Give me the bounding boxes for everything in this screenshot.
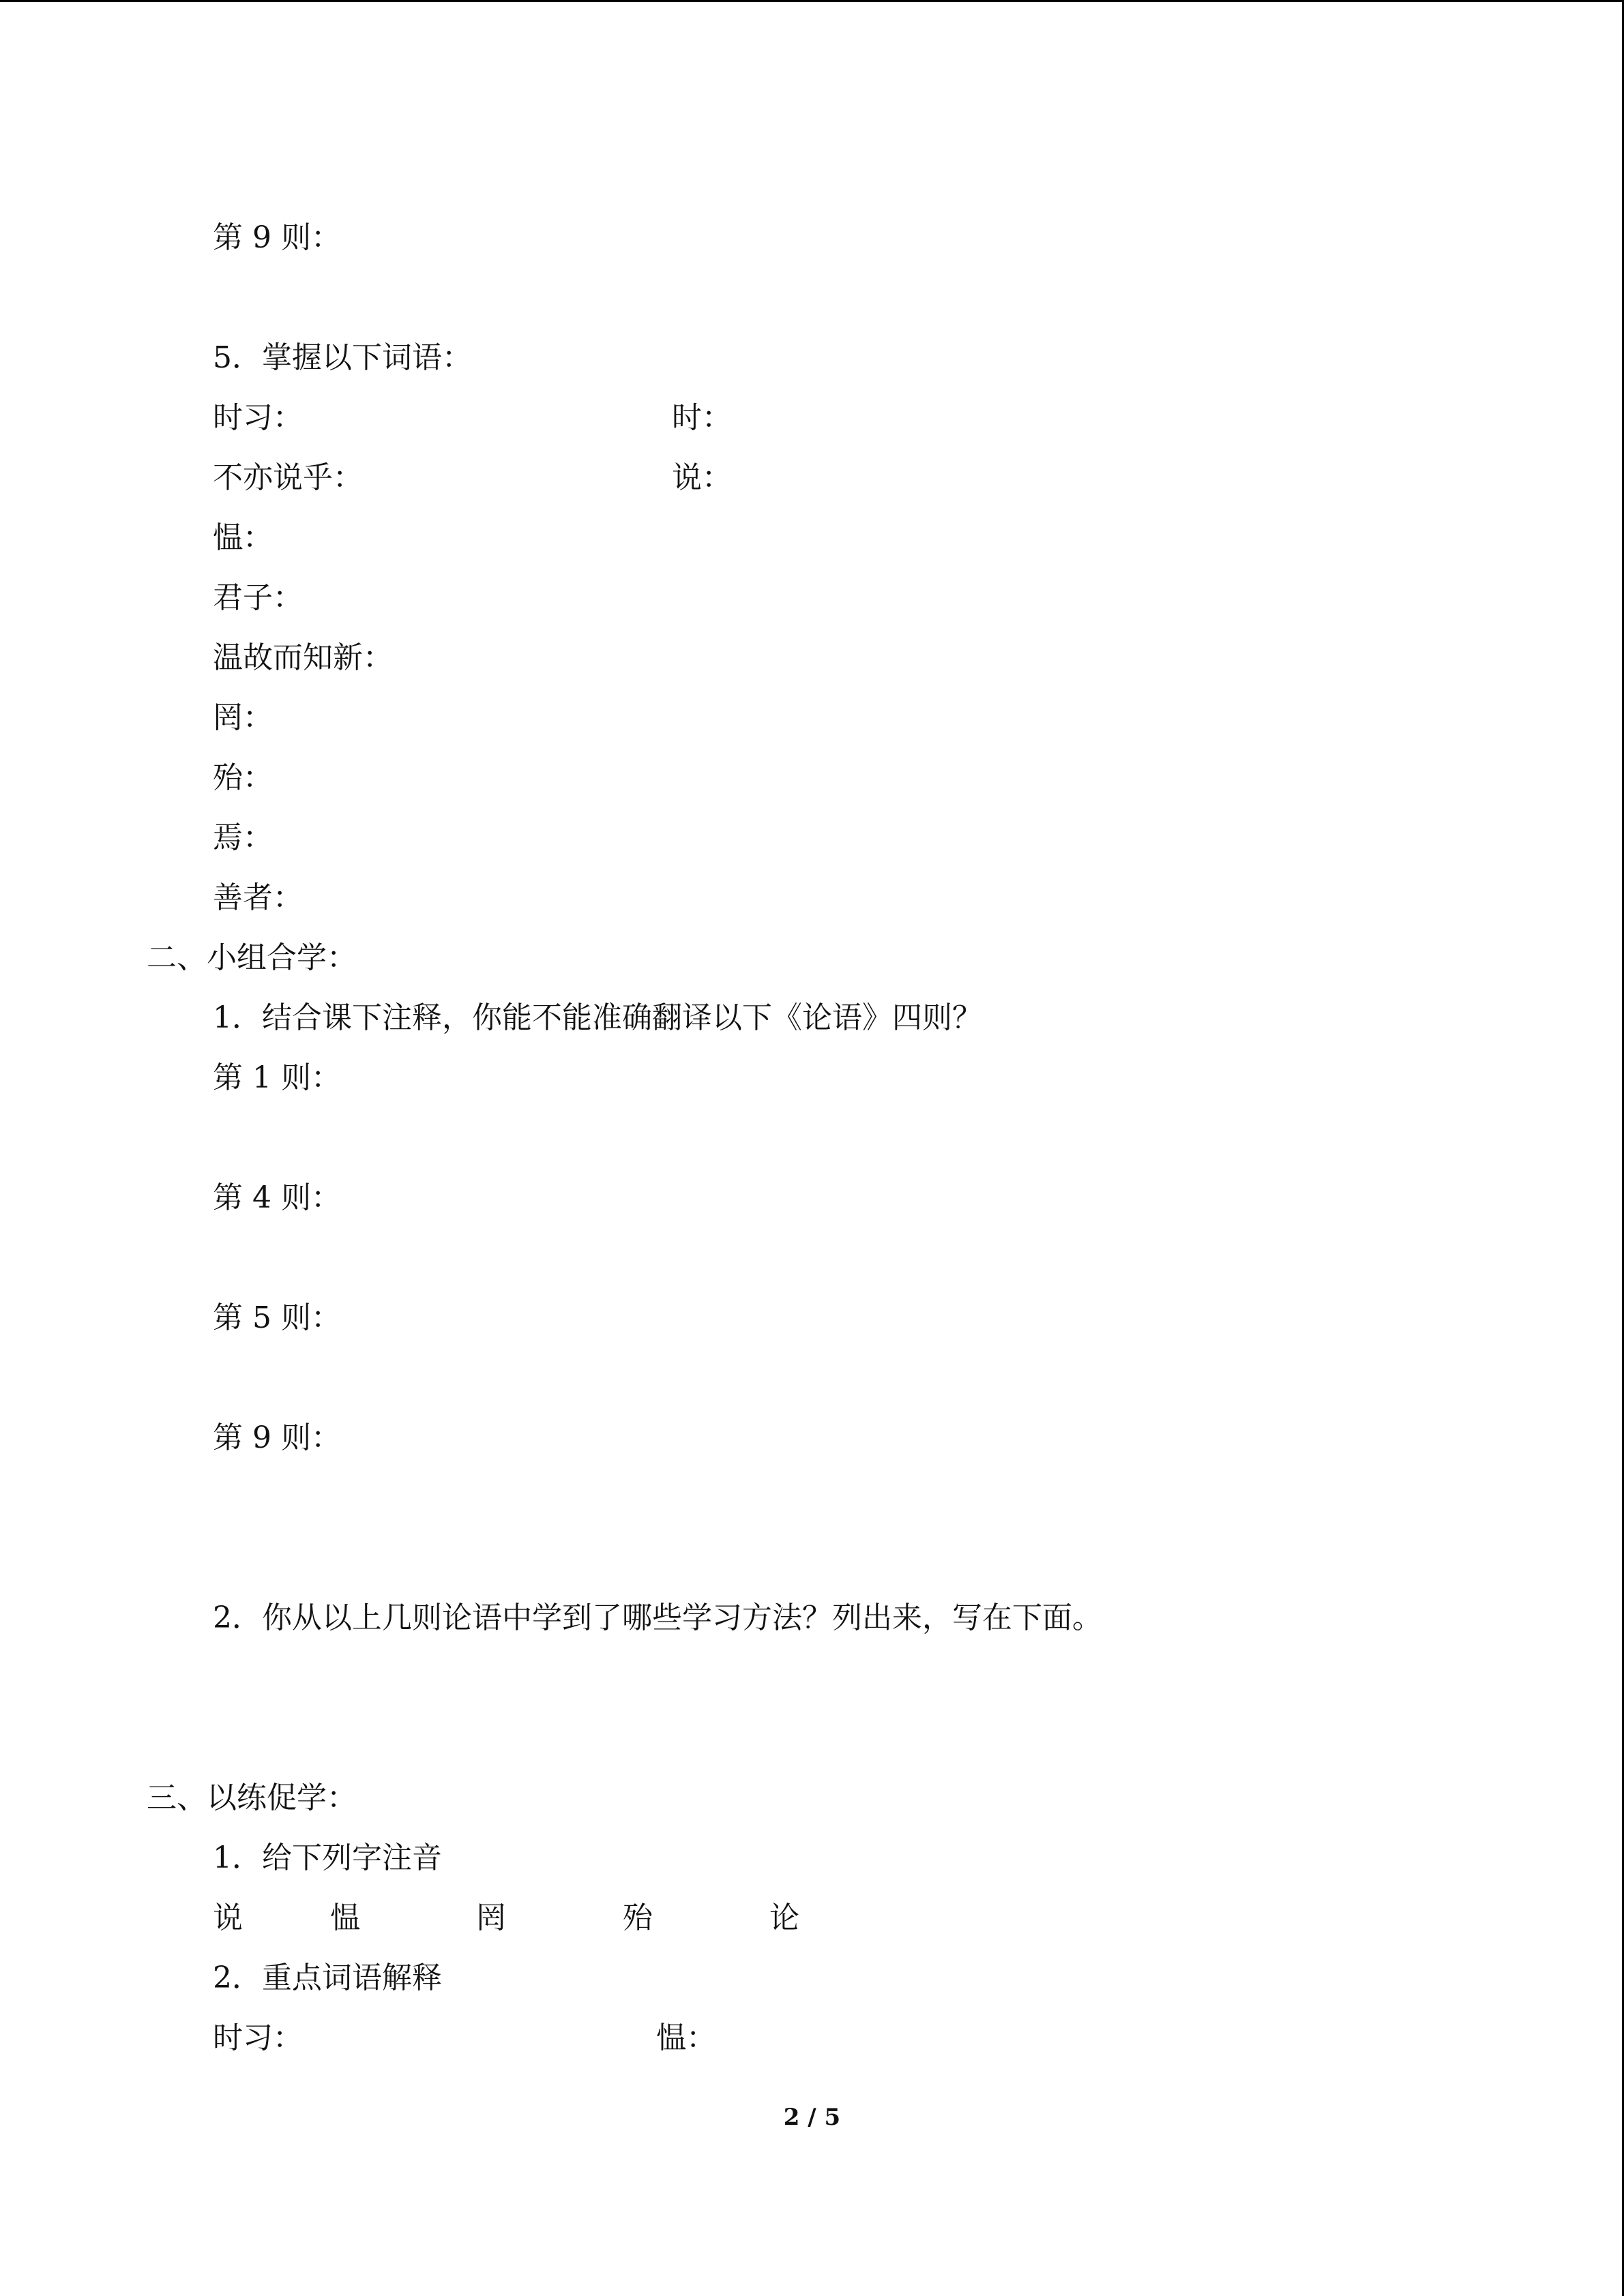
- vocab-shixi: 时习：: [213, 400, 303, 435]
- item-9-label: 第 9 则：: [213, 220, 341, 255]
- section-2-heading: 二、小组合学：: [147, 940, 357, 975]
- vocab-shi: 时：: [672, 400, 732, 435]
- vocab-shuo: 说：: [672, 460, 732, 495]
- q5-title: 5．掌握以下词语：: [213, 340, 472, 375]
- vocab-wang: 罔：: [213, 700, 273, 735]
- vocab-buyishuohu: 不亦说乎：: [213, 460, 363, 495]
- translate-item-5: 第 5 则：: [213, 1300, 341, 1335]
- page-number: 2 / 5: [783, 2104, 841, 2131]
- pinyin-char-yun: 愠: [330, 1900, 360, 1935]
- pinyin-char-dai: 殆: [623, 1900, 653, 1935]
- pinyin-char-wang: 罔: [476, 1900, 506, 1935]
- vocab-yun: 愠：: [213, 520, 273, 555]
- term-yun: 愠：: [656, 2021, 716, 2055]
- vocab-shanzhe: 善者：: [213, 880, 303, 915]
- section-2-q1-title: 1．结合课下注释，你能不能准确翻译以下《论语》四则？: [213, 1000, 982, 1035]
- vocab-dai: 殆：: [213, 760, 273, 795]
- vocab-wengu: 温故而知新：: [213, 640, 393, 675]
- section-3-q2-title: 2．重点词语解释: [213, 1960, 442, 1995]
- vocab-junzi: 君子：: [213, 580, 303, 615]
- term-shixi: 时习：: [213, 2021, 303, 2055]
- section-2-q2-title: 2．你从以上几则论语中学到了哪些学习方法？列出来，写在下面。: [213, 1600, 1102, 1635]
- section-3-heading: 三、以练促学：: [147, 1780, 357, 1815]
- translate-item-4: 第 4 则：: [213, 1180, 341, 1215]
- pinyin-char-lun: 论: [769, 1900, 799, 1935]
- translate-item-1: 第 1 则：: [213, 1060, 341, 1095]
- pinyin-char-shuo: 说: [213, 1900, 243, 1935]
- section-3-q1-title: 1．给下列字注音: [213, 1840, 442, 1875]
- vocab-yan: 焉：: [213, 820, 273, 855]
- translate-item-9: 第 9 则：: [213, 1420, 341, 1455]
